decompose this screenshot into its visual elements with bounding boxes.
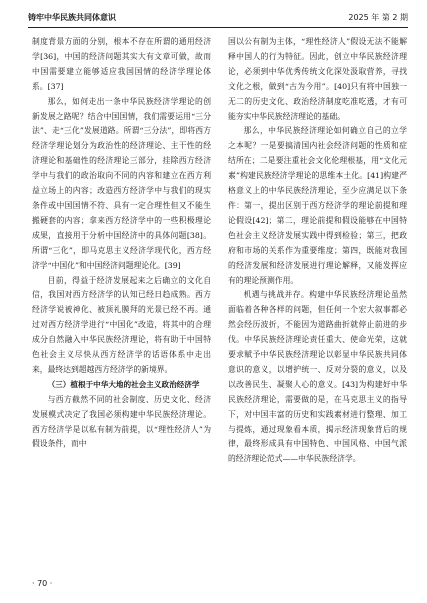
journal-name: 铸牢中华民族共同体意识: [28, 13, 116, 22]
paragraph: 制度背景方面的分别，根本不存在所谓的通用经济学[36]，中国的经济问题其实大有文章可做，故而中国需要建立能够适应我国国情的经济学理论体系。[37]: [32, 37, 211, 91]
header-rule: [28, 27, 408, 28]
issue-number: 2025 年 第 2 期: [348, 13, 408, 22]
section-heading: （三）植根于中华大地的社会主义政治经济学: [47, 379, 200, 389]
paragraph: 机遇与挑战并存。构建中华民族经济理论虽然面临着各种各样的问题，但任何一个宏大叙事都必然会经历波折，不能因为道路曲折就停止前进的步伐。中华民族经济理论责任重大、使命光荣，这就要求赋予中华民族经济理论以彰显中华民族共同体意识的意义，以增护统一、反对分裂的意义，以及以改善民生、凝聚人心的意义。[43]为构建好中华民族经济理论，需要做的是，在马克思主义的指导下，对中国丰富的历史和实践素材进行整理、加工与提炼，通过现象看本质，揭示经济现象背后的规律，最终形成具有中国特色、中国风格、中国气派的经济理论范式——中华民族经济学。: [228, 290, 407, 464]
right-column: [228, 35, 407, 580]
paragraph: 目前，得益于经济发展起来之后确立的文化自信，我国对西方经济学的认知已经日趋成熟。西方经济学说被神化、被顶礼膜拜的光景已经不再。通过对西方经济学进行“中国化”改造，将其中的合理成分自然融入中华民族经济理论，将有助于中国特色社会主义尽快从西方经济学的话语体系中走出来，最终达到超越西方经济学的新境界。: [32, 275, 211, 374]
page-number: · 70 ·: [32, 579, 53, 588]
paragraph: 国以公有制为主体，“理性经济人”假设无法不能解释中国人的行为特征。因此，创立中华民族经济理论，必须到中华优秀传统文化深处汲取营养，寻找文化之根，做到“古为今用”。[40]只有将中国独一无二的历史文化、政治经济制度吃准吃透，才有可能夯实中华民族经济理论的基础。: [228, 37, 407, 121]
running-header: [28, 10, 408, 26]
paragraph: 那么，如何走出一条中华民族经济学理论的创新发展之路呢？结合中国国情，我们需要运用“三分法”、走“三化”发展道路。所谓“三分法”，即将西方经济学理论划分为政治性的经济理论、主干性的经济理论和基础性的经济理论三部分，挂除西方经济学中与我们的政治取向不同的内容和建立在西方利益立场上的内容；改造西方经济学中与我们的现实条件或中国国情不符、具有一定合理性但又不能生搬硬套的内容；拿来西方经济学中的一些积极理论成果，直接用于分析中国经济中的具体问题[38]。所谓“三化”，即马克思主义经济学现代化，西方经济学“中国化”和中国经济问题理论化。[39]: [32, 96, 211, 270]
left-column: [32, 35, 211, 580]
paragraph: 与西方截然不同的社会制度、历史文化、经济发展模式决定了我国必须构建中华民族经济理论。西方经济学是以私有制为前提，以“理性经济人”为假设条件，而中: [32, 394, 211, 449]
paragraph: 那么，中华民族经济理论如何确立自己的立学之本呢？一是要搞清国内社会经济问题的性质和症结所在；二是要注重社会文化伦理根基，用“文化元素”构建民族经济学理论的思维本土化。[41]构建严格意义上的中华民族经济理论，至少应满足以下条件：第一，提出区别于西方经济学的理论前提和理论假设[42]；第二，理论前提和假设能够在中国特色社会主义经济发展实践中得到检验；第三，把政府和市场的关系作为重要维度；第四，既能对我国的经济发展和经济发展进行理论解释，又能发挥应有的理论预测作用。: [228, 126, 407, 285]
